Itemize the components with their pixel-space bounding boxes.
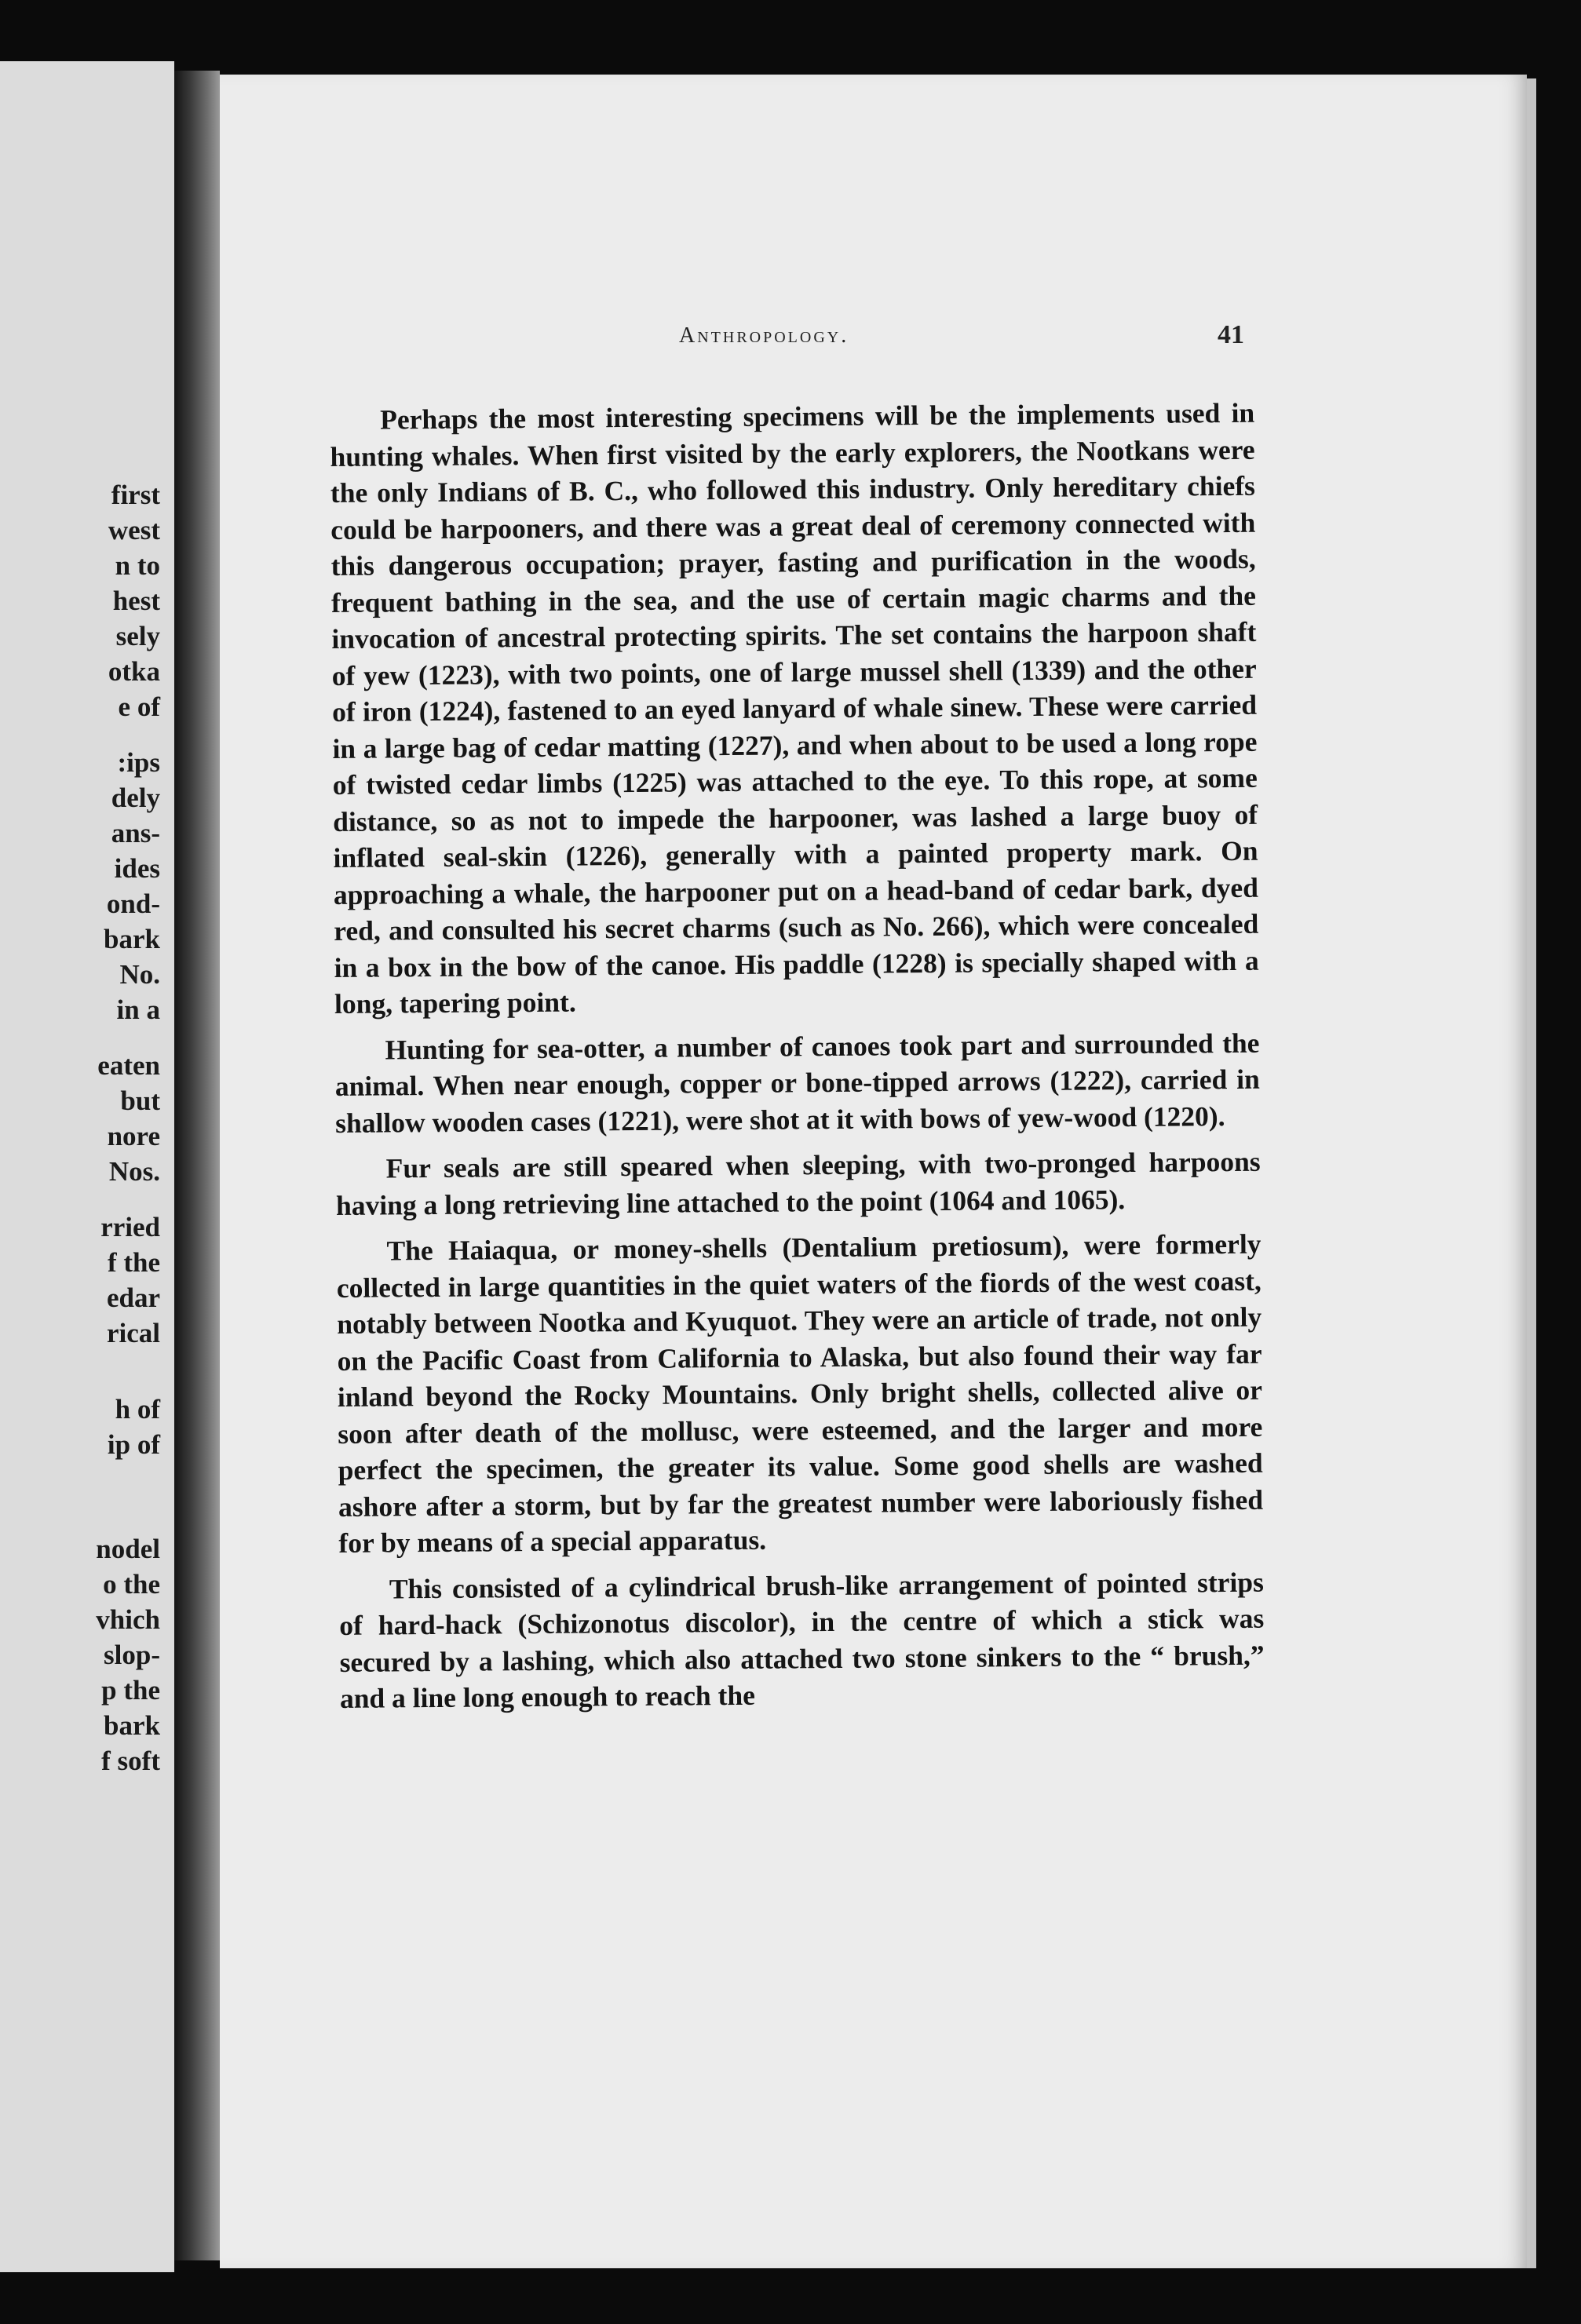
- book-spine-shadow: [174, 71, 220, 2260]
- left-fragment: otka: [108, 656, 160, 687]
- paragraph-haiaqua: The Haiaqua, or money-shells (Dentalium pretiosum), were formerly collected in large quantities in the quiet waters of the fiords of the west coast, notably between Nootka and Kyuquot. They were an article of trade, not only on the Pacific Coast from California to Alaska, but also found their way far inland beyond the Rocky Mountains. Only bright shells, collected alive or soon after death of the mollusc, were esteemed, and the larger and more perfect the specimen, the greater its value. Some good shells are washed ashore after a storm, but by far the greatest number were laboriously fished for by means of a special apparatus.: [336, 1228, 1264, 1559]
- left-fragment: f soft: [101, 1746, 160, 1776]
- left-fragment: vhich: [96, 1604, 160, 1635]
- paragraph-apparatus: This consisted of a cylindrical brush-like arrangement of pointed strips of hard-hack (Schizonotus discolor), in the centre of which a stick was secured by a lashing, which also attached two stone sinkers to the “ brush,” and a line long enough to reach the: [339, 1566, 1265, 1714]
- left-fragment: eaten: [97, 1050, 160, 1081]
- left-fragment: ans-: [111, 818, 160, 848]
- page-header: [671, 320, 1252, 352]
- left-fragment: ip of: [107, 1429, 160, 1460]
- left-fragment: hest: [112, 586, 160, 616]
- left-fragment: in a: [116, 994, 160, 1025]
- running-head: Anthropology.: [679, 323, 849, 348]
- left-fragment: p the: [101, 1675, 160, 1706]
- paragraph-fur-seals: Fur seals are still speared when sleeping, with two-pronged harpoons having a long retrieving line attached to the point (1064 and 1065).: [335, 1145, 1261, 1221]
- left-fragment: h of: [115, 1394, 160, 1425]
- left-fragment: edar: [106, 1282, 160, 1313]
- left-fragment: rried: [100, 1212, 160, 1242]
- paragraph-whaling: Perhaps the most interesting specimens will be the implements used in hunting whales. When first visited by the early explorers, the Nootkans were the only Indians of B. C., who followed this industry. Only hereditary chiefs could be harpooners, and there was a great deal of ceremony connected with this dangerous occupation; prayer, fasting and purification in the woods, frequent bathing in the sea, and the use of certain magic charms and the invocation of ancestral protecting spirits. The set contains the harpoon shaft of yew (1223), with two points, one of large mussel shell (1339) and the other of iron (1224), fastened to an eyed lanyard of whale sinew. These were carried in a large bag of cedar matting (1227), and when about to be used a long rope of twisted cedar limbs (1225) was attached to the eye. To this rope, at some distance, so as not to impede the harpooner, was lashed a large buoy of inflated seal-skin (1226), generally with a painted property mark. On approaching a whale, the harpooner put on a head-band of cedar bark, dyed red, and consulted his secret charms (such as No. 266), which were concealed in a box in the bow of the canoe. His paddle (1228) is specially shaped with a long, tapering point.: [330, 396, 1259, 1020]
- left-fragment: rical: [106, 1318, 160, 1348]
- left-fragment: west: [108, 515, 160, 545]
- left-fragment: dely: [111, 783, 160, 813]
- body-text: [330, 395, 1265, 1717]
- left-fragment: e of: [118, 691, 160, 722]
- left-fragment: :ips: [117, 747, 160, 778]
- left-page: [0, 61, 174, 2272]
- left-fragment: n to: [115, 550, 160, 581]
- left-fragment: f the: [107, 1247, 160, 1278]
- left-fragment: nore: [107, 1121, 160, 1151]
- left-fragment: No.: [119, 959, 160, 990]
- left-fragment: but: [120, 1085, 160, 1116]
- paragraph-sea-otter: Hunting for sea-otter, a number of canoes took part and surrounded the animal. When near enough, copper or bone-tipped arrows (1222), carried in shallow wooden cases (1221), were shot at it with bows of yew-wood (1220).: [334, 1027, 1260, 1139]
- left-fragment: sely: [115, 621, 160, 651]
- left-page-text-fragments: [3, 477, 160, 1779]
- left-fragment: nodel: [96, 1534, 160, 1564]
- left-fragment: ond-: [106, 888, 160, 919]
- left-fragment: bark: [104, 1710, 160, 1741]
- left-fragment: bark: [104, 924, 160, 954]
- page-number: 41: [1218, 320, 1244, 349]
- page-edge: [1527, 78, 1536, 2268]
- left-fragment: slop-: [104, 1640, 160, 1670]
- left-fragment: ides: [114, 853, 160, 884]
- left-fragment: Nos.: [108, 1156, 160, 1187]
- left-fragment: first: [111, 480, 160, 510]
- left-fragment: o the: [103, 1569, 160, 1600]
